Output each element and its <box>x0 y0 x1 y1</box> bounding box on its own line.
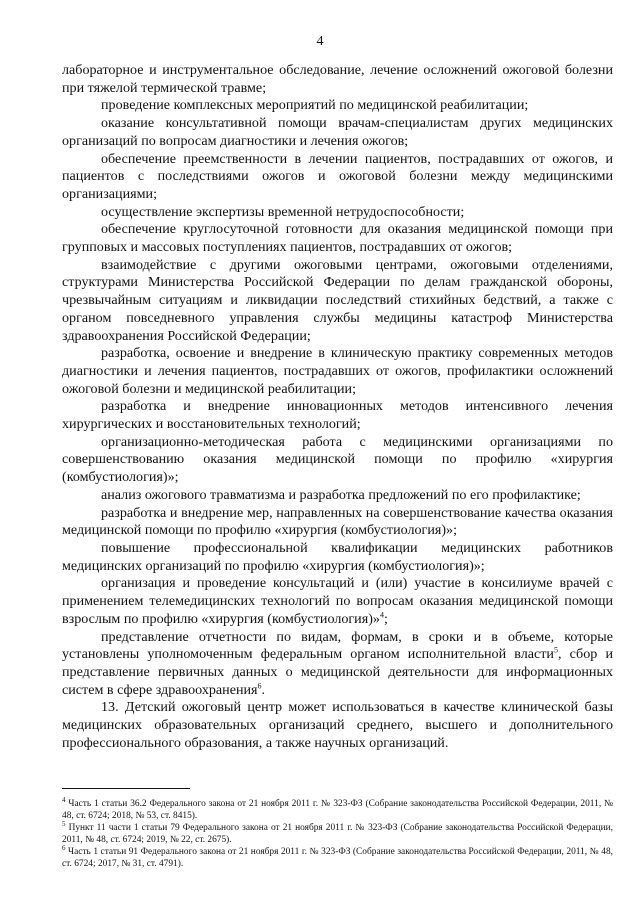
list-item-telemedicine: организация и проведение консультаций и (или) участие в консилиуме врачей с применением телемедицинских технологий по вопросам оказания медицинской помощи взрослым по профилю «хирургия (комбустиология)»$^4$; <box>62 575 613 627</box>
list-item: разработка и внедрение инновационных методов интенсивного лечения хирургических и восстановительных технологий; <box>62 398 613 433</box>
list-item: обеспечение круглосуточной готовности для оказания медицинской помощи при групповых и массовых поступлениях пациентов, пострадавших от ожогов; <box>62 221 613 256</box>
list-item: осуществление экспертизы временной нетрудоспособности; <box>101 203 465 220</box>
footnote-ref[interactable]: 5 <box>553 645 558 655</box>
footnote: $^4$ Часть 1 статьи 36.2 Федерального закона от 21 ноября 2011 г. № 323-ФЗ (Собрание законодательства Российской Федерации, 2011, № 48, ст. 6724; 2018, № 53, ст. 8415). <box>62 795 613 821</box>
list-item: проведение комплексных мероприятий по медицинской реабилитации; <box>101 97 529 114</box>
footnotes <box>62 795 614 871</box>
page-number: 4 <box>316 34 324 49</box>
list-item: обеспечение преемственности в лечении пациентов, пострадавших от ожогов, и пациентов с последствиями ожогов и ожоговой болезни между медицинскими организациями; <box>62 150 613 202</box>
body-text <box>62 62 613 752</box>
footnote: $^6$ Часть 1 статьи 91 Федерального закона от 21 ноября 2011 г. № 323-ФЗ (Собрание законодательства Российской Федерации, 2011, № 48, ст. 6724; 2017, № 31, ст. 4791). <box>62 843 614 869</box>
list-item: разработка, освоение и внедрение в клиническую практику современных методов диагностики и лечения пациентов, пострадавших от ожогов, профилактики осложнений ожоговой болезни и медицинской реабилитации; <box>62 345 613 397</box>
footnote-separator <box>62 788 190 789</box>
clause-13: 13. Детский ожоговый центр может использоваться в качестве клинической базы медицинских образовательных организаций среднего, высшего и дополнительного профессионального образования, а также научных организаций. <box>62 699 613 751</box>
list-item: повышение профессиональной квалификации медицинских работников медицинских организаций по профилю «хирургия (комбустиология)»; <box>62 539 613 574</box>
list-item: оказание консультативной помощи врачам-специалистам других медицинских организаций по вопросам диагностики и лечения ожогов; <box>62 115 613 149</box>
list-item: лабораторное и инструментальное обследование, лечение осложнений ожоговой болезни при тяжелой термической травме; <box>62 62 613 96</box>
list-item: организационно-методическая работа с медицинскими организациями по совершенствованию оказания медицинской помощи по профилю «хирургия (комбустиология)»; <box>62 433 613 486</box>
list-item: анализ ожогового травматизма и разработка предложений по его профилактике; <box>101 486 581 503</box>
list-item-reporting: представление отчетности по видам, формам, в сроки и в объеме, которые установлены уполномоченным федеральным органом исполнительной власти$^5$, сбор и представление первичных данных о медицинской деятельности для информационных систем в сфере здравоохранения$^6$. <box>62 628 613 698</box>
list-item: взаимодействие с другими ожоговыми центрами, ожоговыми отделениями, структурами Министерства Российской Федерации по делам гражданской обороны, чрезвычайным ситуациям и ликвидации последствий стихийных бедствий, а также с органом повседневного управления службы медицины катастроф Министерства здравоохранения Российской Федерации; <box>62 256 613 344</box>
footnote-ref[interactable]: 4 <box>379 610 384 620</box>
footnote-ref[interactable]: 6 <box>257 680 262 690</box>
footnote: $^5$ Пункт 11 части 1 статьи 79 Федерального закона от 21 ноября 2011 г. № 323-ФЗ (Собрание законодательства Российской Федерации, 2011, № 48, ст. 6724; 2019, № 22, ст. 2675). <box>62 819 613 845</box>
list-item: разработка и внедрение мер, направленных на совершенствование качества оказания медицинской помощи по профилю «хирургия (комбустиология)»; <box>62 504 613 539</box>
